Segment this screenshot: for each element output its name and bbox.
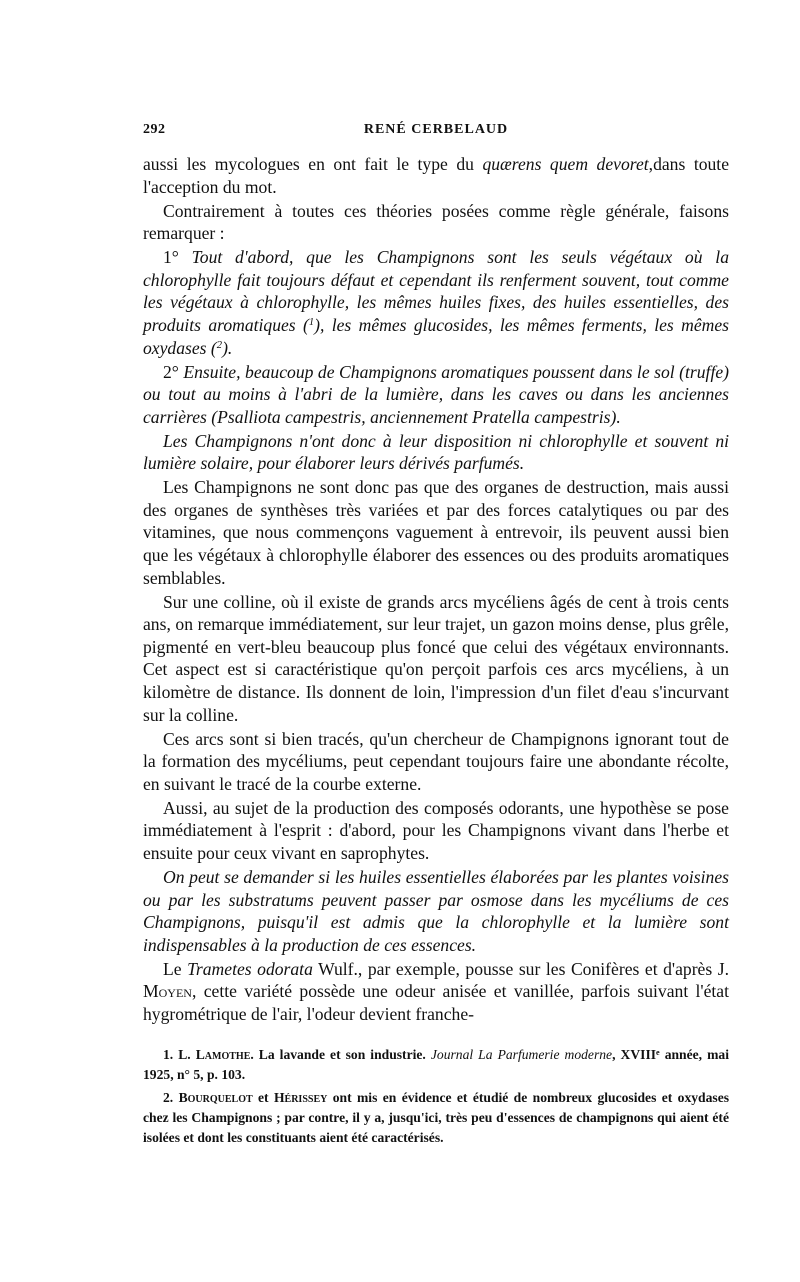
page-number: 292	[143, 122, 166, 137]
running-title: RENÉ CERBELAUD	[363, 122, 509, 137]
paragraph-5: Les Champignons n'ont donc à leur disposition ni chlorophylle et souvent ni lumière solaire, pour élaborer leurs dérivés parfumés.	[143, 430, 729, 474]
main-text	[143, 153, 729, 1027]
footnotes	[143, 1045, 729, 1150]
footnote-2: 2. Bourquelot et Hérissey ont mis en évidence et étudié de nombreux glucosides et oxydases chez les Champignons ; par contre, il y a, jusqu'ici, très peu d'essences de champignons qui aient été isolées et dont les constituants aient été caractérisés.	[143, 1089, 730, 1146]
footnote-1: 1. L. Lamothe. La lavande et son industrie. Journal La Parfumerie moderne, XVIIIe année, mai 1925, n° 5, p. 103.	[143, 1047, 729, 1083]
paragraph-6: Les Champignons ne sont donc pas que des organes de destruction, mais aussi des organes de synthèses très variées et par des forces catalytiques ou par des vitamines, que nous commençons vaguement à entrevoir, ils peuvent aussi bien que les végétaux à chlorophylle élaborer des essences ou des produits aromatiques semblables.	[143, 477, 729, 588]
paragraph-10: On peut se demander si les huiles essentielles élaborées par les plantes voisines ou par les substratums peuvent passer par osmose dans les mycéliums de ces Champignons, puisqu'il est admis que la chlorophylle et la lumière sont indispensables à la production de ces essences.	[143, 866, 729, 955]
paragraph-11: Le Trametes odorata Wulf., par exemple, pousse sur les Conifères et d'après J. Moyen, cette variété possède une odeur anisée et vanillée, parfois suivant l'état hygrométrique de l'air, l'odeur devient franche-	[143, 958, 729, 1024]
footnote-ref-2[interactable]: 2	[216, 339, 223, 351]
paragraph-4: 2° Ensuite, beaucoup de Champignons aromatiques poussent dans le sol (truffe) ou tout au moins à l'abri de la lumière, dans les caves ou dans les anciennes carrières (Psalliota campestris, anciennement Pratella campestris).	[143, 361, 729, 427]
paragraph-7: Sur une colline, où il existe de grands arcs mycéliens âgés de cent à trois cents ans, on remarque immédiatement, sur leur trajet, un gazon moins dense, plus grêle, pigmenté en vert-bleu beaucoup plus foncé que celui des végétaux environnants. Cet aspect est si caractéristique qu'on perçoit parfois ces arcs mycéliens, à un kilomètre de distance. Ils donnent de loin, l'impression d'un filet d'eau s'incurvant sur la colline.	[143, 591, 729, 725]
running-header	[143, 122, 729, 142]
paragraph-1: aussi les mycologues en ont fait le type du quærens quem devoret,dans toute l'acception du mot.	[143, 154, 730, 197]
paragraph-2: Contrairement à toutes ces théories posées comme règle générale, faisons remarquer :	[143, 200, 729, 244]
paragraph-8: Ces arcs sont si bien tracés, qu'un chercheur de Champignons ignorant tout de la formation des mycéliums, peut cependant toujours faire une abondante récolte, en suivant le tracé de la courbe externe.	[143, 728, 729, 794]
paragraph-9: Aussi, au sujet de la production des composés odorants, une hypothèse se pose immédiatement à l'esprit : d'abord, pour les Champignons vivant dans l'herbe et ensuite pour ceux vivant en saprophytes.	[143, 797, 729, 863]
footnote-ref-1[interactable]: 1	[308, 316, 315, 328]
paragraph-3: 1° Tout d'abord, que les Champignons sont les seuls végétaux où la chlorophylle fait toujours défaut et cependant ils renferment souvent, tout comme les végétaux à chlorophylle, les mêmes huiles fixes, des huiles essentielles, des produits aromatiques ($^1$), les mêmes glucosides, les mêmes ferments, les mêmes oxydases ($^2$).	[143, 247, 729, 358]
